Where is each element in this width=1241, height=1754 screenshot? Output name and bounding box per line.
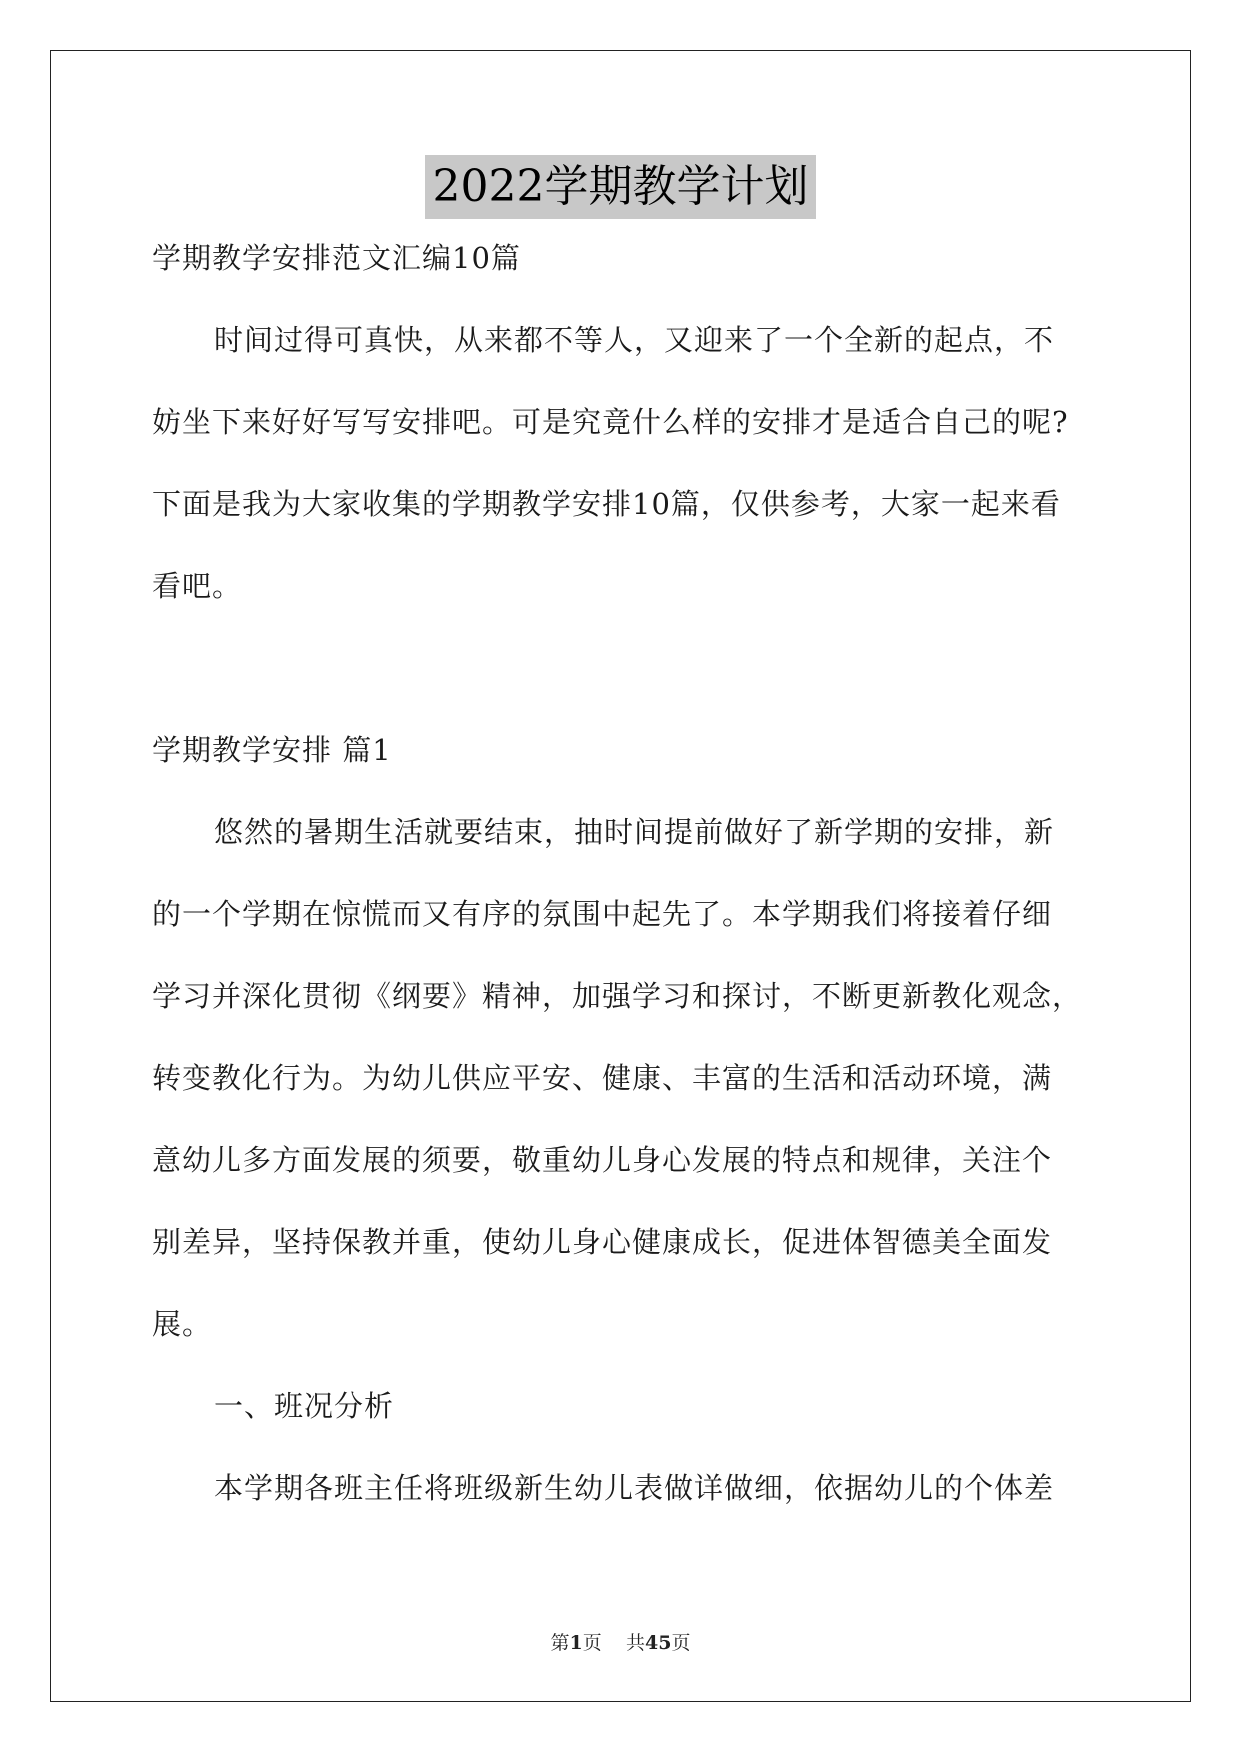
paragraph-line: 别差异，坚持保教并重，使幼儿身心健康成长，促进体智德美全面发 — [152, 1225, 1053, 1259]
total-pages: 45 — [644, 1632, 672, 1654]
page-suffix: 页 — [582, 1632, 602, 1654]
paragraph-line: 的一个学期在惊慌而又有序的氛围中起先了。本学期我们将接着仔细 — [152, 897, 1053, 931]
paragraph-line: 悠然的暑期生活就要结束，抽时间提前做好了新学期的安排，新 — [214, 815, 1055, 849]
document-title: 2022学期教学计划 — [425, 155, 817, 219]
page-prefix: 第 — [550, 1632, 570, 1654]
document-body — [152, 240, 1092, 1552]
document-subtitle: 学期教学安排范文汇编10篇 — [152, 241, 521, 275]
paragraph-line: 妨坐下来好好写写安排吧。可是究竟什么样的安排才是适合自己的呢? — [152, 405, 1069, 439]
total-suffix: 页 — [671, 1632, 691, 1654]
total-prefix: 共 — [625, 1632, 645, 1654]
paragraph-line: 本学期各班主任将班级新生幼儿表做详做细，依据幼儿的个体差 — [214, 1471, 1055, 1505]
paragraph-line: 学习并深化贯彻《纲要》精神，加强学习和探讨，不断更新教化观念， — [152, 979, 1083, 1013]
paragraph-line: 意幼儿多方面发展的须要，敬重幼儿身心发展的特点和规律，关注个 — [152, 1143, 1053, 1177]
paragraph-line: 时间过得可真快，从来都不等人，又迎来了一个全新的起点，不 — [214, 323, 1055, 357]
page-number: 1 — [569, 1632, 583, 1654]
paragraph-line: 展。 — [152, 1307, 213, 1341]
title-container — [0, 155, 1241, 219]
paragraph-line: 下面是我为大家收集的学期教学安排10篇，仅供参考，大家一起来看 — [152, 487, 1061, 521]
paragraph-line: 看吧。 — [152, 569, 243, 603]
page-footer — [0, 1628, 1241, 1655]
sub-heading: 一、班况分析 — [214, 1389, 395, 1423]
paragraph-line: 转变教化行为。为幼儿供应平安、健康、丰富的生活和活动环境，满 — [152, 1061, 1053, 1095]
section-heading: 学期教学安排 篇1 — [152, 733, 392, 767]
